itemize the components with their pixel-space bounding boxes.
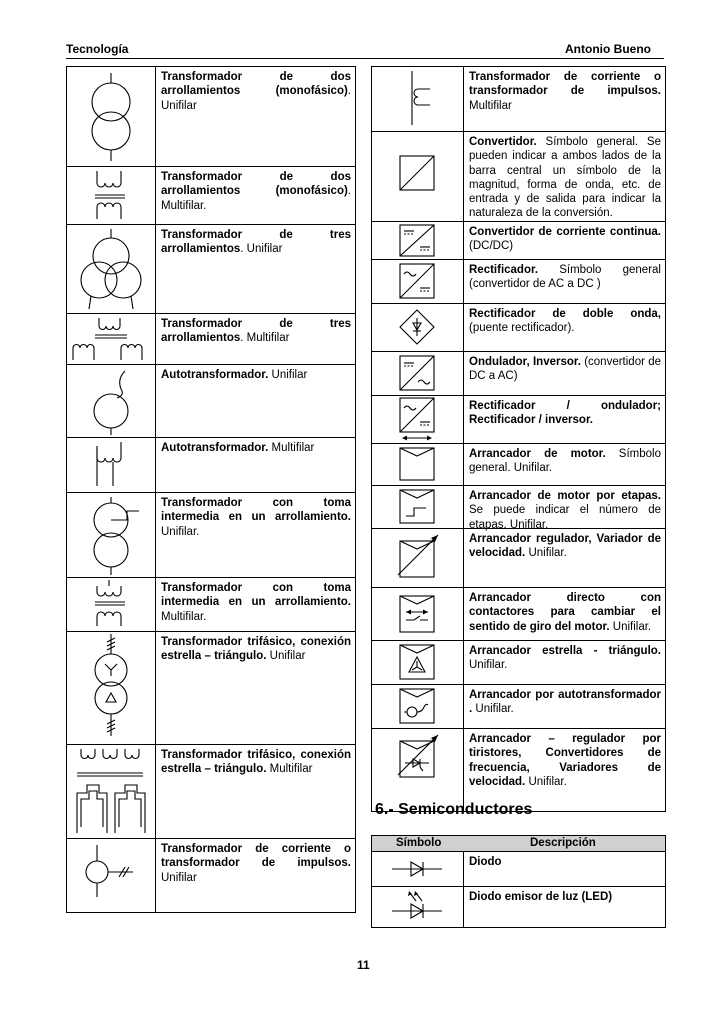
row-text: Multifilar. [161,610,207,623]
row-title: Rectificador. [469,264,539,276]
motor-starter-icon [372,444,463,485]
dc-dc-converter-icon [372,222,463,259]
row-text: Unifilar. [161,525,200,538]
row-text: . Multifilar. [161,185,351,212]
table-row [67,225,355,314]
row-title: Transformador de corriente o transformador de impulsos. [161,843,351,870]
row-text: . Multifilar [240,332,290,345]
row-title: Ondulador, Inversor. [469,356,581,368]
row-text: Símbolo general (convertidor de AC a DC ) [469,264,661,291]
direct-contactor-starter-icon [372,588,463,640]
row-title: Arrancador estrella - triángulo. [469,645,661,657]
table-row [372,529,665,588]
row-title: Rectificador de doble onda, [469,308,661,320]
led-icon [372,887,463,927]
transformer-three-winding-single-line-icon [67,225,155,313]
row-text: Símbolo general. Se pueden indicar a ambos lados de la barra central un símbolo de la magnitud, forma de onda, etc. de entrada y de salida para indicar la naturaleza de la conversión. [469,136,661,220]
table-row [372,222,665,260]
row-text: Unifilar [266,650,306,663]
table-row [67,578,355,632]
rectifier-inverter-icon [372,396,463,443]
row-text: Unifilar [268,369,308,381]
transformer-center-tap-multi-line-icon [67,578,155,631]
row-title: Autotransformador. [161,369,269,381]
row-title: Transformador de dos arrollamientos (monofásico) [161,71,351,98]
table-row [372,304,665,352]
left-symbol-table [66,66,356,913]
row-title: Convertidor. [469,136,537,148]
row-title: Transformador de dos arrollamientos (monofásico) [161,171,351,198]
column-header-description: Descripción [530,837,596,849]
row-title: Arrancador de motor. [469,448,606,460]
semiconductor-table [371,835,666,928]
table-row [372,588,665,641]
table-row [67,365,355,438]
row-text: Unifilar [161,871,197,884]
row-title: Transformador trifásico, conexión estrella – triángulo. [161,636,351,663]
table-row [372,729,665,811]
row-text: . Unifilar [240,243,283,256]
row-title: Arrancador de motor por etapas. [469,490,661,502]
autotransformer-multi-line-icon [67,438,155,492]
table-row [372,685,665,729]
table-row [372,132,665,222]
row-title: Arrancador – regulador por tiristores, Convertidores de frecuencia, Variadores de velocidad. [469,733,661,788]
row-title: Transformador trifásico, conexión estrella – triángulo. [161,749,351,776]
row-title: Transformador con toma intermedia en un arrollamiento. [161,497,351,524]
page-number: 11 [357,958,370,972]
row-text: Símbolo general. Unifilar. [469,448,661,475]
table-row [67,438,355,493]
header-left: Tecnología [66,42,129,56]
transformer-two-winding-single-line-icon [67,67,155,166]
row-title: Arrancador directo con contactores para cambiar el sentido de giro del motor. [469,592,661,633]
row-title: Transformador de tres arrollamientos [161,318,351,345]
row-title: Arrancador regulador, Variador de velocidad. [469,533,661,560]
diode-icon [372,852,463,886]
row-title: Transformador de tres arrollamientos [161,229,351,256]
row-title: Diodo [469,856,502,868]
transformer-three-phase-star-delta-single-line-icon [67,632,155,744]
bridge-rectifier-icon [372,304,463,351]
row-text: (convertidor de DC a AC) [469,356,661,383]
table-row [372,67,665,132]
row-text: (puente rectificador). [469,322,575,335]
rectifier-icon [372,260,463,303]
transformer-three-winding-multi-line-icon [67,314,155,364]
row-title: Rectificador / ondulador; Rectificador / inversor. [469,400,661,427]
table-row [372,444,665,486]
row-text: Unifilar. [525,775,567,788]
row-title: Autotransformador. [161,442,269,454]
table-row [372,887,665,927]
row-text: (DC/DC) [469,240,514,253]
speed-regulator-starter-icon [372,529,463,587]
row-text: Se puede indicar el número de etapas. Unifilar. [469,504,661,531]
autotransformer-single-line-icon [67,365,155,437]
table-row [67,839,355,911]
current-transformer-multi-line-icon [372,67,463,131]
row-text: Unifilar. [525,547,567,560]
table-row [372,396,665,444]
transformer-center-tap-single-line-icon [67,493,155,577]
row-title: Transformador con toma intermedia en un arrollamiento. [161,582,351,609]
row-text: Unifilar. [472,703,514,716]
table-row [67,745,355,839]
table-row [372,852,665,887]
table-row [67,493,355,578]
section-title: 6.- Semiconductores [375,801,533,818]
row-text: Multifilar [268,442,315,454]
table-row [372,352,665,396]
table-row [372,641,665,685]
row-text: . Unifilar [161,85,351,112]
table-row [372,260,665,304]
row-text: Multifilar [266,763,313,776]
row-text: Unifilar. [609,620,652,633]
header-right: Antonio Bueno [565,42,651,56]
row-title: Diodo emisor de luz (LED) [469,891,613,903]
transformer-three-phase-star-delta-multi-line-icon [67,745,155,838]
table-row [372,486,665,529]
row-title: Transformador de corriente o transformador de impulsos. [469,71,661,98]
table-row [67,67,355,167]
table-header [372,836,665,852]
header-divider [66,58,664,59]
autotransformer-starter-icon [372,685,463,728]
row-title: Arrancador por autotransformador . [469,689,661,716]
inverter-icon [372,352,463,395]
row-text: Unifilar. [469,659,508,672]
right-symbol-table [371,66,666,812]
table-row [67,167,355,225]
column-header-symbol: Símbolo [396,837,442,849]
step-starter-icon [372,486,463,528]
table-row [67,314,355,365]
thyristor-starter-icon [372,729,463,811]
transformer-two-winding-multi-line-icon [67,167,155,224]
row-text: Multifilar [469,99,512,112]
converter-icon [372,132,463,221]
star-delta-starter-icon [372,641,463,684]
table-row [67,632,355,745]
current-transformer-single-line-icon [67,839,155,911]
row-title: Convertidor de corriente continua. [469,226,661,238]
